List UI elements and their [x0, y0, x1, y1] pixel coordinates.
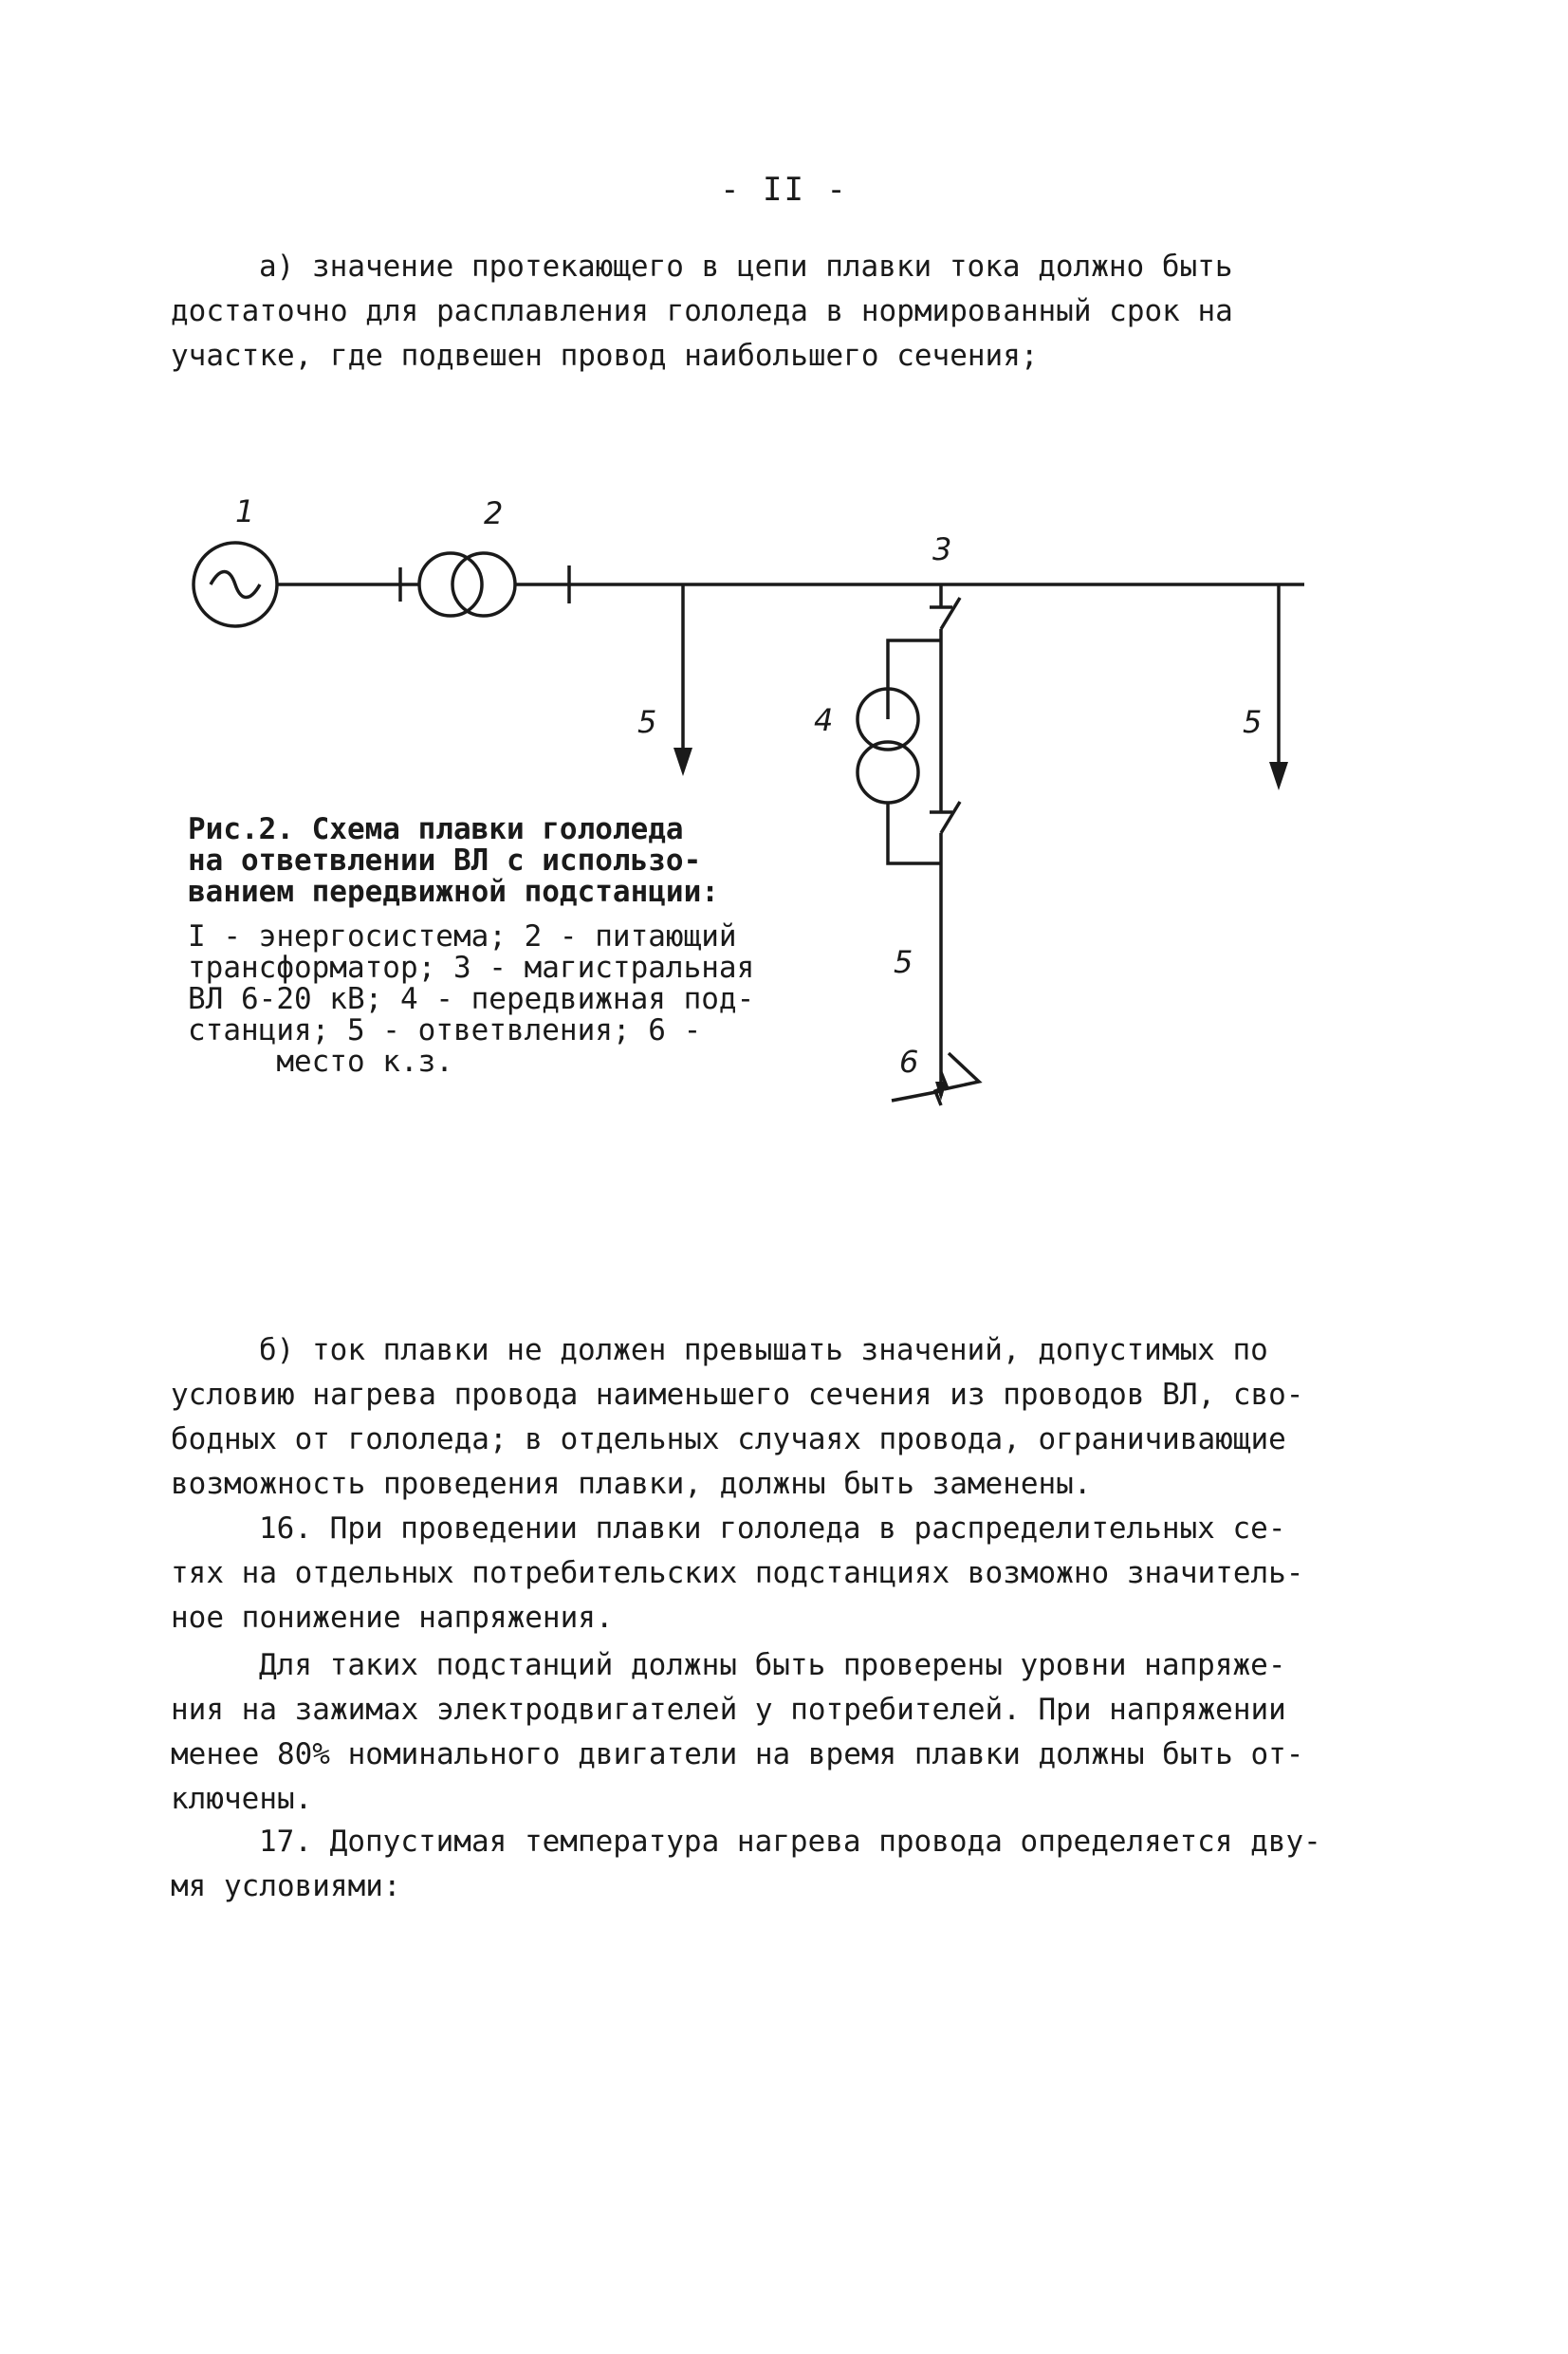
paragraph-16-line: 16. При проведении плавки гололеда в распределительных се-: [259, 1511, 1286, 1546]
caption-title-line: Рис.2. Схема плавки гололеда: [188, 812, 684, 846]
paragraph-a-line: участке, где подвешен провод наибольшего сечения;: [171, 339, 1039, 373]
paragraph-b: [171, 1328, 1404, 1507]
switch-blade: [941, 598, 960, 629]
generator-sine-icon: [211, 572, 260, 598]
paragraph-17-line: 17. Допустимая температура нагрева провода определяется дву-: [259, 1825, 1321, 1859]
ground-line-icon: [892, 1091, 941, 1101]
caption-legend-line: трансформатор; 3 - магистральная: [188, 951, 755, 985]
caption-legend-line: I - энергосистема; 2 - питающий: [188, 919, 737, 954]
paragraph-b-line: бодных от гололеда; в отдельных случаях провода, ограничивающие: [171, 1422, 1286, 1456]
label-branch-bottom: 5: [894, 944, 913, 980]
transformer-coil-primary: [419, 553, 482, 616]
paragraph-b-line: возможность проведения плавки, должны быть заменены.: [171, 1467, 1092, 1501]
switch-blade: [941, 802, 960, 833]
paragraph-17-line: мя условиями:: [171, 1869, 401, 1903]
label-main-line: 3: [932, 531, 952, 567]
paragraph-a: [171, 245, 1404, 379]
label-fault: 6: [899, 1044, 919, 1080]
transformer-coil-secondary: [452, 553, 515, 616]
caption-title-line: на ответвлении ВЛ с использо-: [188, 843, 702, 878]
paragraph-substations-line: ключены.: [171, 1782, 313, 1816]
label-mobile-substation: 4: [814, 702, 834, 738]
paragraph-substations-line: ния на зажимах электродвигателей у потребителей. При напряжении: [171, 1693, 1286, 1727]
paragraph-substations-line: Для таких подстанций должны быть проверены уровни напряже-: [259, 1648, 1286, 1682]
caption-legend-line: место к.з.: [188, 1045, 453, 1079]
paragraph-b-line: условию нагрева провода наименьшего сечения из проводов ВЛ, сво-: [171, 1378, 1304, 1412]
paragraph-16-line: тях на отдельных потребительских подстанциях возможно значитель-: [171, 1556, 1304, 1590]
figure-caption: [188, 814, 814, 1078]
label-transformer: 2: [484, 495, 504, 531]
paragraph-16-line: ное понижение напряжения.: [171, 1601, 614, 1635]
label-branch-right: 5: [1243, 704, 1263, 740]
caption-title-line: ванием передвижной подстанции:: [188, 875, 719, 909]
arrow-down-icon: [673, 748, 692, 776]
caption-legend-line: ВЛ 6-20 кВ; 4 - передвижная под-: [188, 982, 755, 1016]
figure-2-melting-scheme: [171, 474, 1356, 1158]
paragraph-16: [171, 1507, 1404, 1640]
paragraph-b-line: б) ток плавки не должен превышать значений, допустимых по: [259, 1333, 1268, 1367]
arrow-down-icon: [1269, 762, 1288, 790]
fault-mark-icon: [944, 1053, 979, 1089]
paragraph-17: [171, 1820, 1404, 1909]
paragraph-a-line: достаточно для расплавления гололеда в нормированный срок на: [171, 294, 1233, 328]
paragraph-substations-line: менее 80% номинального двигатели на время плавки должны быть от-: [171, 1737, 1304, 1771]
label-branch-left: 5: [637, 704, 657, 740]
page-number: - II -: [720, 171, 848, 209]
paragraph-a-line: а) значение протекающего в цепи плавки тока должно быть: [259, 250, 1233, 284]
paragraph-substations: [171, 1643, 1404, 1822]
label-generator: 1: [235, 493, 255, 529]
caption-legend-line: станция; 5 - ответвления; 6 -: [188, 1013, 702, 1047]
